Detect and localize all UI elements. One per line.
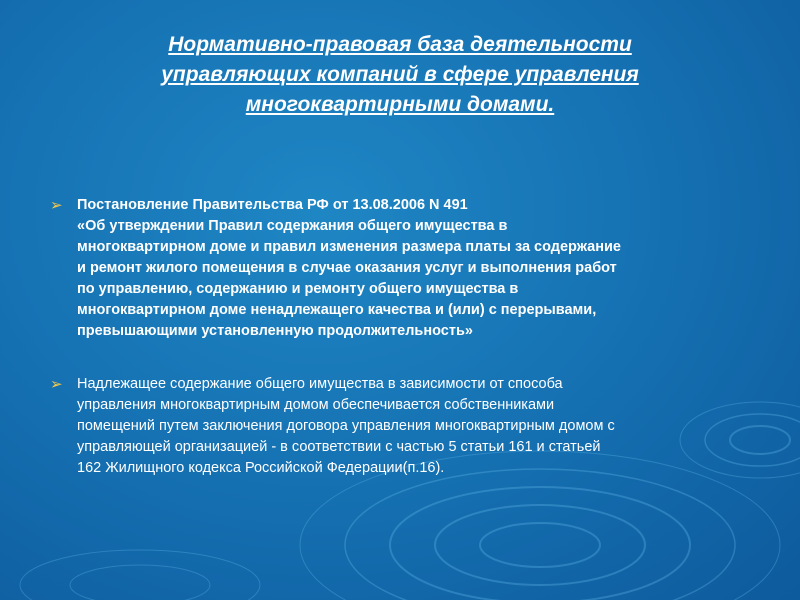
bullet-text-line: «Об утверждении Правил содержания общего имущества в [77,218,508,234]
bullet-text-line: Надлежащее содержание общего имущества в зависимости от способа [77,376,563,392]
slide-content [50,195,755,495]
bullet-item-maintenance [50,374,755,479]
slide-title-line: Нормативно-правовая база деятельности [168,33,632,56]
arrow-bullet-icon: ➢ [50,197,63,214]
bullet-text-line: по управлению, содержанию и ремонту общего имущества в [77,281,519,297]
slide-title-line: многоквартирными домами. [245,93,555,116]
bullet-text-line: многоквартирном доме ненадлежащего качества и (или) с перерывами, [77,302,597,318]
bullet-text-line: превышающими установленную продолжительность» [77,323,473,339]
slide-title-line: управляющих компаний в сфере управления [161,63,639,86]
bullet-item-regulation [50,195,755,342]
bullet-text-line: многоквартирном доме и правил изменения размера платы за содержание [77,239,621,255]
slide-title [60,30,740,120]
bullet-text-line: помещений путем заключения договора управления многоквартирным домом с [77,418,615,434]
bullet-text-line: Постановление Правительства РФ от 13.08.2006 N 491 [77,197,468,213]
bullet-text-line: и ремонт жилого помещения в случае оказания услуг и выполнения работ [77,260,617,276]
bullet-text-line: управляющей организацией - в соответствии с частью 5 статьи 161 и статьей [77,439,601,455]
bullet-spacer [50,358,755,374]
arrow-bullet-icon: ➢ [50,376,63,393]
bullet-text-line: 162 Жилищного кодекса Российской Федерации(п.16). [77,460,445,476]
bullet-text-line: управления многоквартирным домом обеспечивается собственниками [77,397,555,413]
